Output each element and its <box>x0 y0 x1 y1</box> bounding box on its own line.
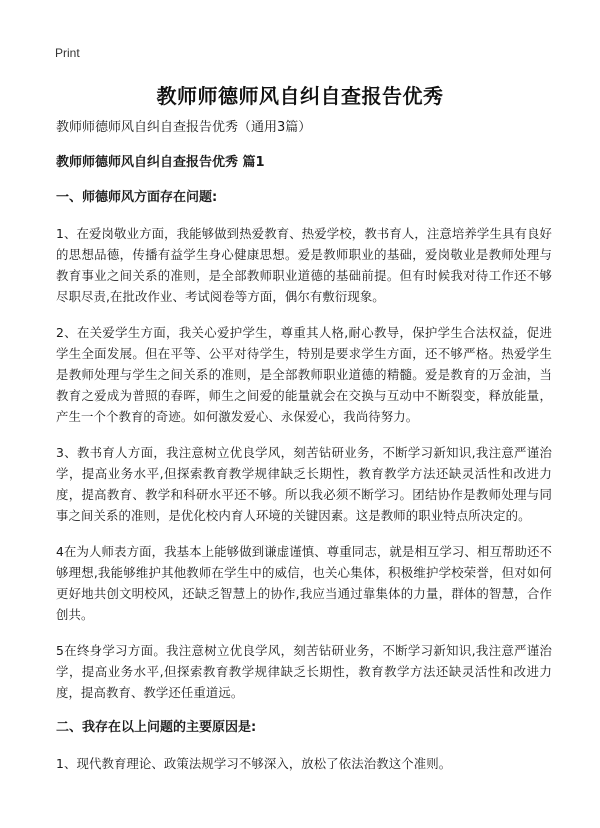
paragraph: 5在终身学习方面。我注意树立优良学风，刻苦钻研业务，不断学习新知识,我注意严谨治学，提高业务水平,但探索教育教学规律缺乏长期性，教育教学方法还缺灵活性和改进力度，提高教育、教学还任重道远。 <box>56 643 552 700</box>
document-title: 教师师德师风自纠自查报告优秀 <box>156 84 444 108</box>
print-label: Print <box>55 46 80 60</box>
paragraph: 3、教书育人方面，我注意树立优良学风，刻苦钻研业务，不断学习新知识,我注意严谨治学，提高业务水平,但探索教育教学规律缺乏长期性，教育教学方法还缺灵活性和改进力度，提高教育、教学和科研水平还不够。所以我必须不断学习。团结协作是教师处理与同事之间关系的准则，是优化校内育人环境的关键因素。这是教师的职业特点所决定的。 <box>56 445 552 523</box>
paragraph: 1、在爱岗敬业方面，我能够做到热爱教育、热爱学校，教书育人，注意培养学生具有良好的思想品德，传播有益学生身心健康思想。爱是教师职业的基础，爱岗敬业是教师处理与教育事业之间关系的准则，是全部教师职业道德的基础前提。但有时候我对待工作还不够尽职尽责,在批改作业、考试阅卷等方面，偶尔有敷衍现象。 <box>56 226 552 304</box>
document-body <box>56 118 552 789</box>
heading-reasons: 二、我存在以上问题的主要原因是: <box>56 720 257 735</box>
section-title: 教师师德师风自纠自查报告优秀 篇1 <box>56 155 265 170</box>
heading-problems: 一、师德师风方面存在问题: <box>56 190 218 205</box>
paragraph: 2、在关爱学生方面，我关心爱护学生，尊重其人格,耐心教导，保护学生合法权益，促进学生全面发展。但在平等、公平对待学生，特别是要求学生方面，还不够严格。热爱学生是教师处理与学生之间关系的准则，是全部教师职业道德的精髓。爱是教育的万金油，当教育之爱成为普照的春晖，师生之间爱的能量就会在交换与互动中不断裂变，释放能量，产生一个个教育的奇迹。如何激发爱心、永保爱心，我尚待努力。 <box>56 325 552 424</box>
paragraph: 1、现代教育理论、政策法规学习不够深入，放松了依法治教这个准则。 <box>56 756 452 771</box>
document-subtitle: 教师师德师风自纠自查报告优秀（通用3篇） <box>56 120 312 135</box>
paragraph: 4在为人师表方面，我基本上能够做到谦虚谨慎、尊重同志，就是相互学习、相互帮助还不够理想,我能够维护其他教师在学生中的威信，也关心集体，积极维护学校荣誉，但对如何更好地共创文明校风，还缺乏智慧上的协作,我应当通过靠集体的力量，群体的智慧，合作创共。 <box>56 544 552 622</box>
